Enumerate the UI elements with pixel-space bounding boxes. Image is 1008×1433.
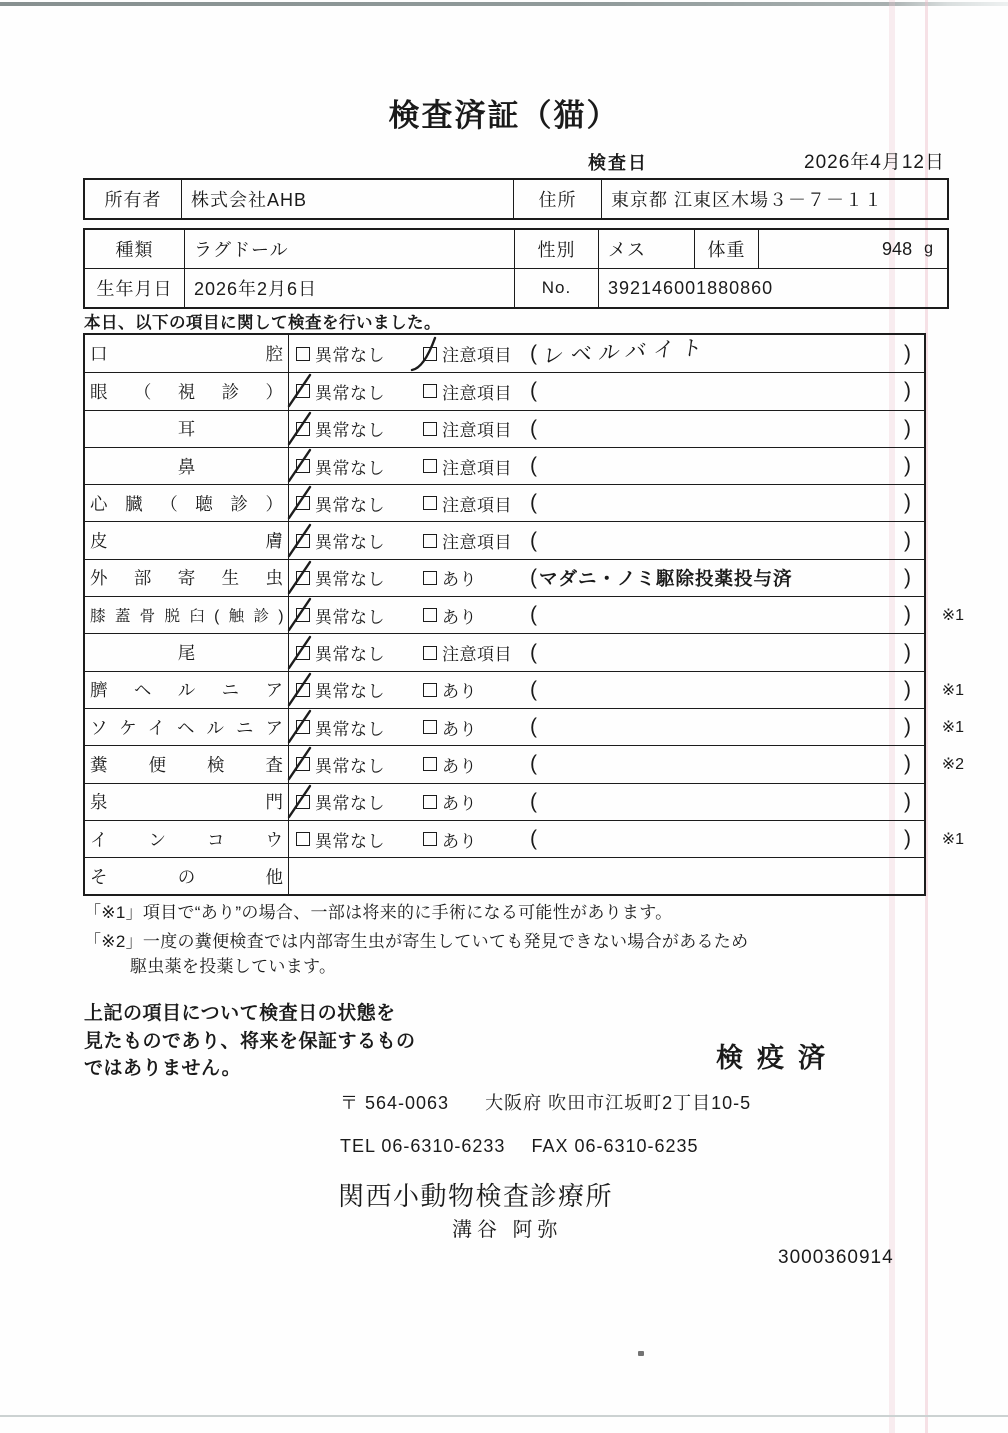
no-abnormality-option-checkbox [296,571,310,585]
attention-option-checkbox [423,534,437,548]
paren-close: ) [904,677,911,701]
breed-value: ラグドール [185,230,515,268]
inspection-item-cell [85,821,289,857]
clinic-tel: TEL 06-6310-6233 [340,1136,506,1156]
no-abnormality-option-checkbox [296,422,310,436]
attention-option-checkbox [423,795,437,809]
inspection-item-cell [85,560,289,596]
inspection-row [85,596,964,633]
no-abnormality-option-checkbox [296,720,310,734]
scan-artifact-speck [638,1351,644,1356]
birthdate-label: 生年月日 [85,269,185,307]
no-abnormality-option-label: 異常なし [315,421,385,441]
inspection-item-cell [85,485,289,521]
paren-open: ( [530,341,537,365]
no-abnormality-option-checkbox [296,832,310,846]
attention-option-label: あり [442,607,477,627]
attention-option-label: 注意項目 [442,346,512,366]
attention-option-checkbox [423,683,437,697]
footnote-1: 「※1」項目で“あり”の場合、一部は将来的に手術になる可能性があります。 [84,903,673,922]
inspection-row [85,335,924,372]
quarantine-stamp: 検疫済 [716,1043,839,1073]
attention-option-label: 注意項目 [442,458,512,478]
handwritten-check-mark [284,485,324,525]
inspection-item-label: 耳 [177,419,196,440]
inspection-row [85,708,964,745]
no-abnormality-option-label: 異常なし [315,794,385,814]
handwritten-annotation: レベルバイト [541,335,711,368]
handwritten-check-mark [284,597,324,637]
no-abnormality-option-label: 異常なし [315,383,385,403]
attention-option-checkbox [423,384,437,398]
inspection-item-label: その他 [90,866,283,887]
owner-table [83,178,949,220]
sex-label: 性別 [515,230,599,268]
inspection-item-cell [85,411,289,447]
no-abnormality-option [296,827,423,852]
birthdate-value: 2026年2月6日 [185,269,515,307]
no-abnormality-option-label: 異常なし [315,533,385,553]
attention-option-checkbox [423,757,437,771]
inspection-row [85,633,924,670]
breed-row [85,230,947,269]
inspection-result-cell [289,373,924,409]
serial-number: 3000360914 [778,1247,894,1268]
inspection-row [85,783,924,820]
attention-option-label: 注意項目 [442,645,512,665]
no-abnormality-option-label: 異常なし [315,719,385,739]
weight-value: 948 [882,238,913,259]
paren-close: ) [904,640,911,664]
attention-option-label: あり [442,570,477,590]
inspection-result-cell [289,485,924,521]
paren-close: ) [904,565,911,589]
paren-close: ) [904,379,911,403]
weight-unit: g [924,240,933,257]
weight-cell [759,230,947,268]
no-abnormality-option [296,454,423,479]
attention-option-label: あり [442,831,477,851]
reference-mark: ※1 [941,607,964,625]
inspection-item-label: インコウ [90,829,283,850]
attention-option-checkbox [423,646,437,660]
inspection-item-label: 膝蓋骨脱臼(触診) [90,608,283,626]
inspection-result-cell [289,709,924,745]
handwritten-check-mark [284,709,324,749]
no-abnormality-option [296,603,423,628]
paren-close: ) [904,341,911,365]
disclaimer-line-2: 見たものであり、将来を保証するもの [84,1030,416,1052]
no-abnormality-option-label: 異常なし [315,458,385,478]
handwritten-check-mark [284,523,324,563]
no-abnormality-option-checkbox [296,459,310,473]
attention-option [423,454,529,479]
address-label: 住所 [514,180,602,218]
no-abnormality-option-label: 異常なし [315,607,385,627]
attention-option-label: あり [442,794,477,814]
paren-close: ) [904,416,911,440]
paren-open: ( [530,379,537,403]
paren-open: ( [530,416,537,440]
paren-open: ( [530,454,537,478]
exam-date-value: 2026年4月12日 [804,152,945,173]
inspection-row [85,521,924,558]
exam-date-label: 検査日 [588,153,648,173]
sex-value: メス [599,230,695,268]
inspection-item-label: ソケイヘルニア [90,717,283,738]
no-abnormality-option-label: 異常なし [315,346,385,366]
paren-close: ) [904,454,911,478]
attention-option-checkbox [423,571,437,585]
no-abnormality-option [296,715,423,740]
inspection-item-cell [85,858,289,894]
attention-option [423,528,529,553]
no-abnormality-option-label: 異常なし [315,495,385,515]
handwritten-check-mark [284,784,324,824]
birth-row [85,269,947,307]
no-abnormality-option-label: 異常なし [315,831,385,851]
inspection-item-cell [85,746,289,782]
no-abnormality-option-checkbox [296,347,310,361]
disclaimer-line-1: 上記の項目について検査日の状態を [84,1003,396,1024]
attention-option-label: 注意項目 [442,495,512,515]
inspection-row [85,410,924,447]
disclaimer-text [84,1000,416,1083]
handwritten-check-mark [284,672,324,712]
number-label: No. [515,269,599,307]
attention-option-label: あり [442,682,477,702]
no-abnormality-option [296,789,423,814]
inspection-result-cell [289,821,924,857]
inspection-row [85,559,924,596]
inspection-result-cell [289,560,924,596]
clinic-fax: FAX 06-6310-6235 [531,1136,699,1156]
no-abnormality-option [296,416,423,441]
footnote-2: 「※2」一度の糞便検査では内部寄生虫が寄生していても発見できない場合があるため [84,932,749,951]
paren-close: ) [904,789,911,813]
paren-close: ) [904,827,911,850]
inspection-item-cell [85,709,289,745]
no-abnormality-option [296,565,423,590]
attention-option [423,603,529,628]
inspection-result-cell [289,634,924,670]
no-abnormality-option-label: 異常なし [315,756,385,776]
attention-option [423,379,529,404]
no-abnormality-option-checkbox [296,496,310,510]
paren-open: ( [530,752,537,776]
paren-close: ) [904,752,911,776]
paren-open: ( [530,677,537,701]
clinic-name: 関西小動物検査診療所 [338,1181,614,1211]
attention-option-checkbox [423,720,437,734]
inspection-item-label: 臍ヘルニア [90,680,283,701]
handwritten-check-mark [284,448,324,488]
no-abnormality-option [296,640,423,665]
reference-mark: ※1 [941,719,964,737]
reference-mark: ※1 [941,681,964,699]
paren-open: ( [530,491,537,515]
inspection-item-label: 眼（視診） [90,381,283,402]
inspection-result-cell [289,784,924,820]
reference-mark: ※1 [941,831,964,848]
inspection-item-cell [85,672,289,708]
address-value: 東京都 江東区木場３－７－１１ [611,190,883,210]
attention-option [423,565,529,590]
attention-option [423,416,529,441]
no-abnormality-option-checkbox [296,534,310,548]
attention-option [423,640,529,665]
inspection-item-cell [85,597,289,633]
paren-close: ) [904,528,911,552]
attention-option [423,789,529,814]
scan-artifact-bottom-line [0,1415,1008,1417]
document-title: 検査済証（猫） [388,98,620,133]
no-abnormality-option-label: 異常なし [315,645,385,665]
handwritten-check-mark [411,336,451,376]
pet-table [83,228,949,309]
paren-open: ( [530,789,537,813]
owner-value: 株式会社AHB [182,180,514,218]
no-abnormality-option [296,677,423,702]
inspection-row [85,484,924,521]
attention-option-label: 注意項目 [442,421,512,441]
no-abnormality-option-checkbox [296,384,310,398]
inspection-row [85,857,924,894]
inspection-item-label: 口腔 [90,344,283,365]
inspection-result-cell [289,597,924,633]
breed-label: 種類 [85,230,185,268]
no-abnormality-option [296,752,423,777]
inspection-result-cell [289,858,924,894]
inspection-item-cell [85,634,289,670]
inspection-item-label: 外部寄生虫 [90,568,283,589]
inspection-item-label: 尾 [177,643,196,664]
veterinarian-name: 溝谷 阿弥 [452,1219,563,1241]
no-abnormality-option-checkbox [296,608,310,622]
number-value: 392146001880860 [608,277,774,298]
no-abnormality-option-checkbox [296,795,310,809]
attention-option-checkbox [423,459,437,473]
handwritten-check-mark [284,635,324,675]
inspection-row [85,372,924,409]
inspection-item-cell [85,448,289,484]
attention-option [423,491,529,516]
inspection-item-cell [85,522,289,558]
annotation-text: マダニ・ノミ駆除投薬投与済 [539,567,793,589]
inspection-row [85,447,924,484]
paren-open: ( [530,827,537,850]
inspection-item-label: 鼻 [177,456,196,477]
no-abnormality-option-checkbox [296,757,310,771]
handwritten-check-mark [284,560,324,600]
attention-option-label: 注意項目 [442,383,512,403]
intro-sentence: 本日、以下の項目に関して検査を行いました。 [84,314,441,332]
attention-option-checkbox [423,422,437,436]
attention-option [423,827,529,852]
no-abnormality-option [296,379,423,404]
no-abnormality-option [296,528,423,553]
clinic-postal-code: 〒 564-0063 [340,1093,450,1113]
inspection-result-cell [289,411,924,447]
handwritten-check-mark [284,746,324,786]
no-abnormality-option-label: 異常なし [315,682,385,702]
attention-option [423,752,529,777]
no-abnormality-option-label: 異常なし [315,570,385,590]
attention-option-checkbox [423,608,437,622]
paren-open: ( [530,715,537,739]
no-abnormality-option [296,341,423,366]
clinic-address: 大阪府 吹田市江坂町2丁目10-5 [485,1093,752,1113]
handwritten-check-mark [284,373,324,413]
paren-close: ) [904,491,911,515]
disclaimer-line-3: ではありません。 [84,1058,242,1079]
inspection-row [85,671,964,708]
inspection-item-label: 糞便検査 [90,754,283,775]
attention-option-checkbox [423,347,437,361]
attention-option-checkbox [423,496,437,510]
no-abnormality-option-checkbox [296,646,310,660]
paren-open: ( [530,640,537,664]
no-abnormality-option [296,491,423,516]
owner-row [85,180,947,218]
inspection-result-cell [289,448,924,484]
inspection-table [83,333,964,896]
clinic-tel-line [340,1136,699,1157]
paren-open: ( [530,565,537,589]
attention-option-label: あり [442,719,477,739]
handwritten-check-mark [284,411,324,451]
inspection-item-label: 皮膚 [90,531,283,552]
owner-label: 所有者 [85,180,182,218]
inspection-item-cell [85,373,289,409]
inspection-result-cell [289,335,924,372]
inspection-result-cell [289,746,924,782]
inspection-item-label: 心臓（聴診） [90,493,283,514]
inspection-item-cell [85,335,289,372]
attention-option-checkbox [423,832,437,846]
paren-open: ( [530,528,537,552]
attention-option-label: 注意項目 [442,533,512,553]
reference-mark: ※2 [941,756,964,774]
footnote-2-continued: 駆虫薬を投薬しています。 [130,957,337,976]
scan-artifact-top-line [0,2,1008,6]
attention-option [423,677,529,702]
paren-close: ) [904,715,911,739]
inspection-result-cell [289,522,924,558]
clinic-postal-line [340,1089,751,1115]
attention-option [423,715,529,740]
attention-option-label: あり [442,756,477,776]
paren-close: ) [904,603,911,627]
inspection-item-label: 泉門 [90,792,283,813]
inspection-item-cell [85,784,289,820]
weight-label: 体重 [695,230,759,268]
no-abnormality-option-checkbox [296,683,310,697]
paren-open: ( [530,603,537,627]
inspection-row [85,745,964,782]
inspection-result-cell [289,672,924,708]
attention-option [423,341,529,366]
inspection-row [85,820,964,857]
